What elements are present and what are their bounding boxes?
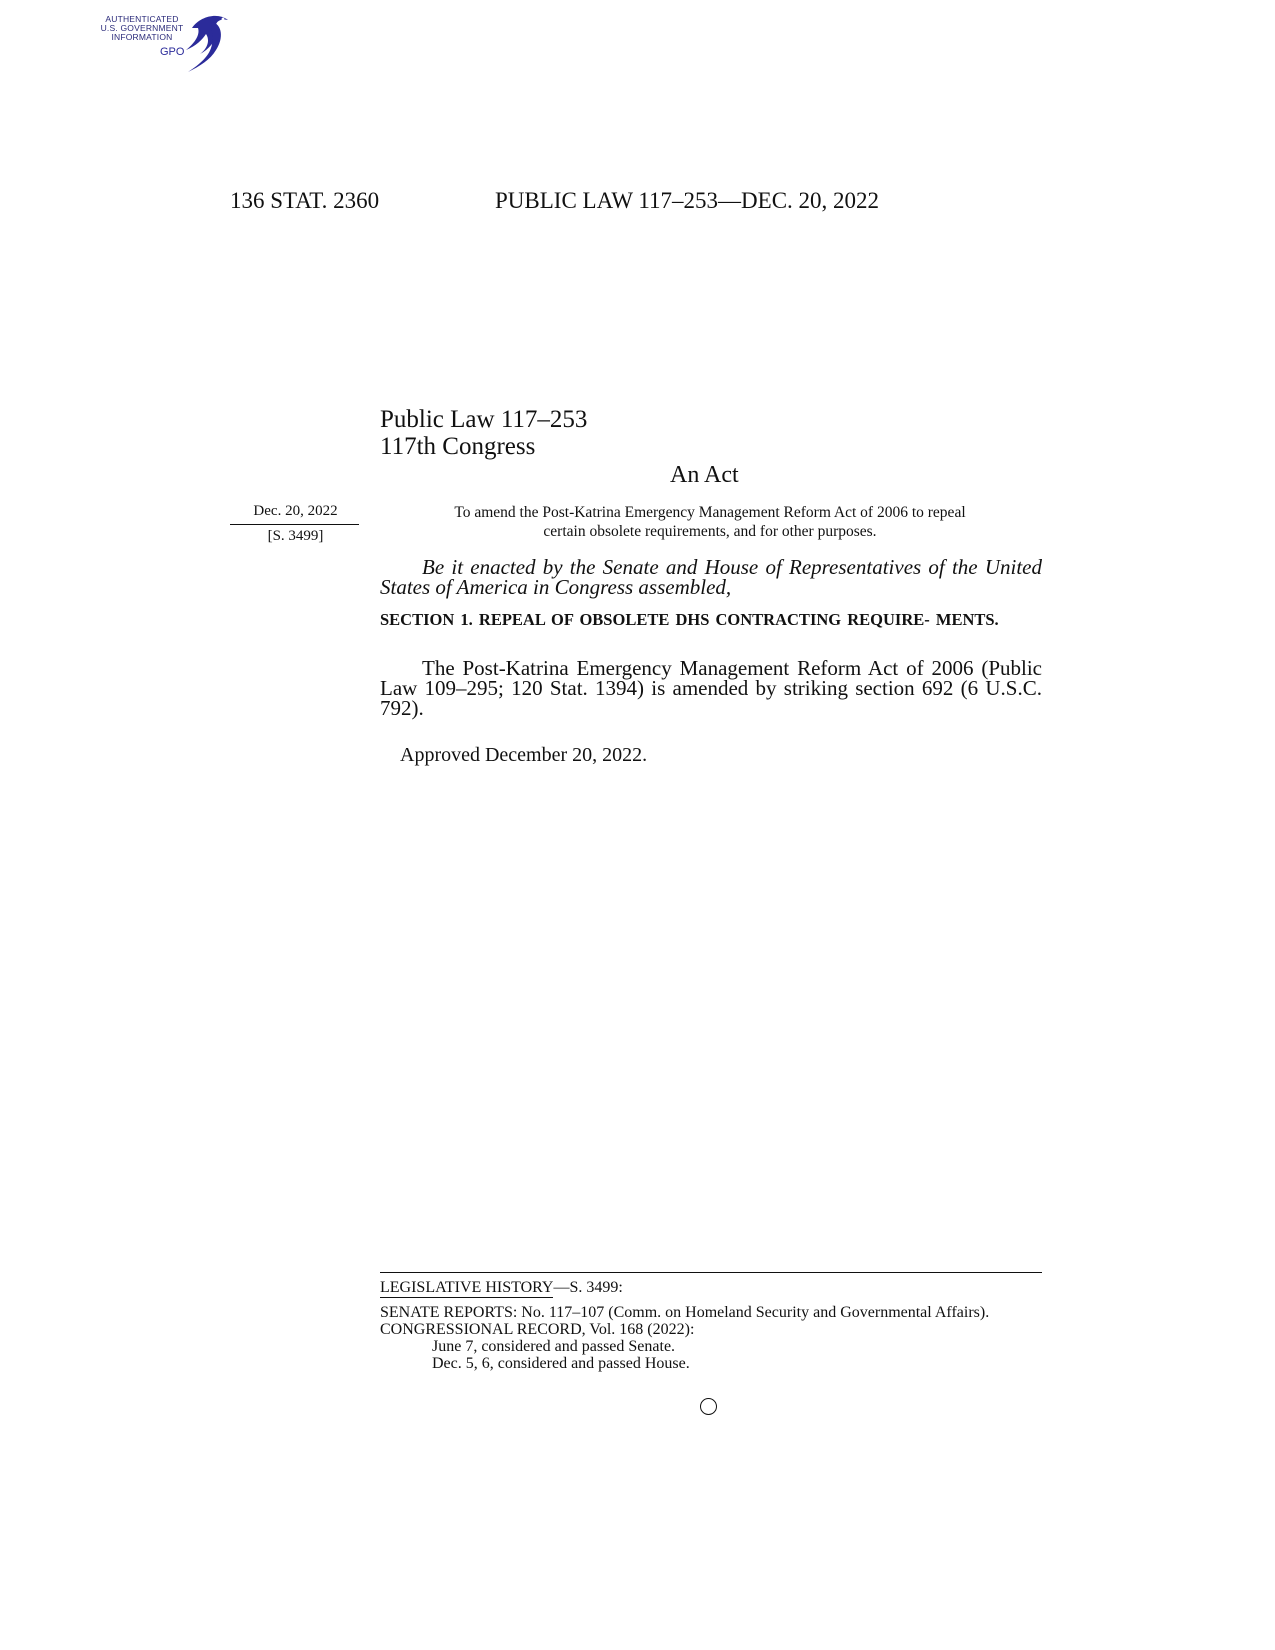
margin-divider <box>230 524 359 525</box>
act-purpose <box>380 503 1040 541</box>
margin-bill-number: [S. 3499] <box>267 528 324 544</box>
history-entry: Dec. 5, 6, considered and passed House. <box>432 1355 690 1372</box>
seal-line-authenticated: AUTHENTICATED <box>105 14 179 24</box>
page-number: 136 STAT. 2360 <box>230 188 380 213</box>
history-entry: June 7, considered and passed Senate. <box>432 1338 676 1355</box>
eagle-icon <box>178 10 234 76</box>
enacting-clause: Be it enacted by the Senate and House of Representatives of the United States of America in Congress assembled, <box>380 555 1042 599</box>
public-law-number: Public Law 117–253 <box>380 406 588 433</box>
congress-label: 117th Congress <box>380 433 536 460</box>
section-body: The Post-Katrina Emergency Management Reform Act of 2006 (Public Law 109–295; 120 Stat. 1394) is amended by striking section 692 (6 U.S.C. 792). <box>380 656 1042 720</box>
purpose-line-1: To amend the Post-Katrina Emergency Management Reform Act of 2006 to repeal <box>454 504 966 521</box>
legislative-history <box>380 1304 1042 1372</box>
end-circle-icon <box>700 1398 717 1415</box>
history-heading-title: LEGISLATIVE HISTORY <box>380 1279 554 1296</box>
margin-date: Dec. 20, 2022 <box>253 503 338 519</box>
history-divider <box>380 1272 1042 1273</box>
seal-line-government: U.S. GOVERNMENT <box>100 23 184 33</box>
act-title: An Act <box>670 462 739 488</box>
running-title: PUBLIC LAW 117–253—DEC. 20, 2022 <box>495 188 880 213</box>
approval-date: Approved December 20, 2022. <box>400 744 648 766</box>
senate-reports: SENATE REPORTS: No. 117–107 (Comm. on Homeland Security and Governmental Affairs). <box>380 1304 990 1321</box>
section-heading: SECTION 1. REPEAL OF OBSOLETE DHS CONTRACTING REQUIRE- MENTS. <box>380 610 999 629</box>
history-heading-bill: —S. 3499: <box>553 1279 623 1296</box>
seal-line-information: INFORMATION <box>111 32 173 42</box>
gpo-authentication-seal <box>94 10 234 76</box>
purpose-line-2: certain obsolete requirements, and for other purposes. <box>543 523 877 540</box>
legislative-history-heading <box>380 1278 623 1297</box>
seal-gpo-label: GPO <box>160 46 185 58</box>
congressional-record: CONGRESSIONAL RECORD, Vol. 168 (2022): <box>380 1321 695 1338</box>
